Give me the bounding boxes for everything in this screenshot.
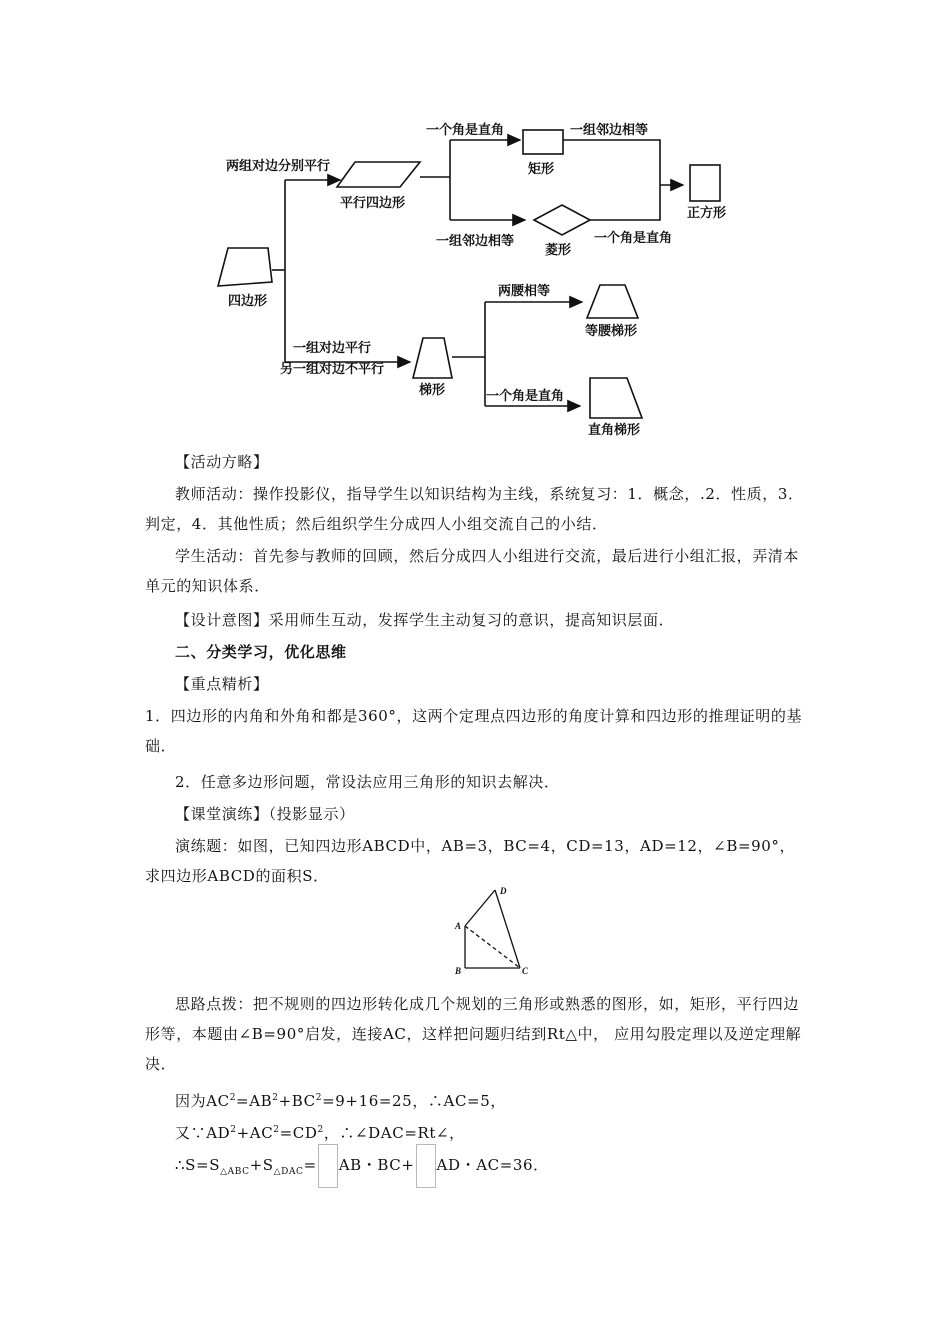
label-adjacent-equal-bottom: 一组邻边相等: [436, 234, 515, 249]
label-rhombus: 菱形: [545, 243, 572, 258]
solution-step-3: $\therefore S=S_{\triangle ABC}+S_{\triangle DAC}=$ AB・BC+ AD・AC=36．: [175, 1143, 837, 1194]
vertex-b-label: B: [455, 966, 462, 976]
solution-step-2: 又$\because AD^2+AC^2=CD^2$，∴∠DAC=Rt∠，: [175, 1124, 465, 1142]
vertex-c-label: C: [522, 966, 529, 976]
diagonal-ac: [465, 926, 520, 968]
label-right-angle-bottom: 一个角是直角: [594, 231, 673, 246]
label-legs-equal: 两腰相等: [498, 284, 551, 299]
label-rectangle: 矩形: [528, 162, 555, 177]
exercise-paragraph: 演练题：如图，已知四边形ABCD中，AB=3，BC=4，CD=13，AD=12，∠B=90°，求四边形ABCD的面积S．: [145, 837, 796, 885]
label-trapezoid: 梯形: [419, 383, 446, 398]
label-right-angle-top: 一个角是直角: [426, 123, 505, 138]
label-right-trapezoid: 直角梯形: [588, 423, 641, 438]
label-other-pair-not-parallel: 另一组对边不平行: [280, 362, 385, 377]
practice-header: 【课堂演练】（投影显示）: [175, 805, 355, 823]
label-quadrilateral: 四边形: [228, 294, 268, 309]
label-square: 正方形: [687, 206, 727, 221]
teacher-activity-paragraph: 教师活动：操作投影仪，指导学生以知识结构为主线，系统复习：1．概念，.2．性质，3．判定，4．其他性质；然后组织学生分成四人小组交流自己的小结．: [145, 485, 804, 533]
activity-header: 【活动方略】: [175, 453, 269, 471]
key-points-header: 【重点精析】: [175, 675, 269, 693]
design-intent-paragraph: 【设计意图】采用师生互动，发挥学生主动复习的意识，提高知识层面．: [175, 611, 675, 629]
section-2-title: 二、分类学习，优化思维: [175, 643, 347, 661]
solution-step-1: 因为$AC^2=AB^2+BC^2=9+16=25$，∴AC=5，: [175, 1092, 506, 1110]
label-right-angle-trap: 一个角是直角: [486, 389, 565, 404]
label-two-pairs-parallel: 两组对边分别平行: [226, 159, 331, 174]
vertex-d-label: D: [500, 886, 507, 896]
key-point-1: 1．四边形的内角和外角和都是360°，这两个定理点四边形的角度计算和四边形的推理证明的基础．: [145, 707, 803, 755]
label-parallelogram: 平行四边形: [340, 196, 406, 211]
quadrilateral-classification-diagram: [190, 110, 790, 445]
broken-image-icon: [416, 1144, 436, 1188]
label-one-pair-parallel: 一组对边平行: [293, 341, 372, 356]
key-point-2: 2．任意多边形问题，常设法应用三角形的知识去解决．: [175, 773, 560, 791]
side-da: [465, 890, 495, 926]
label-adjacent-equal-top: 一组邻边相等: [570, 123, 649, 138]
side-cd: [495, 890, 520, 968]
label-isosceles-trapezoid: 等腰梯形: [585, 324, 638, 339]
broken-image-icon: [318, 1144, 338, 1188]
student-activity-paragraph: 学生活动：首先参与教师的回顾，然后分成四人小组进行交流，最后进行小组汇报，弄清本单元的知识体系．: [145, 547, 800, 595]
quadrilateral-abcd-figure: [450, 882, 540, 977]
vertex-a-label: A: [455, 921, 462, 931]
hint-paragraph: 思路点拨：把不规则的四边形转化成几个规划的三角形或熟悉的图形，如，矩形，平行四边形等，本题由∠B=90°启发，连接AC，这样把问题归结到Rt△中， 应用勾股定理以及逆定理解决．: [145, 995, 802, 1073]
